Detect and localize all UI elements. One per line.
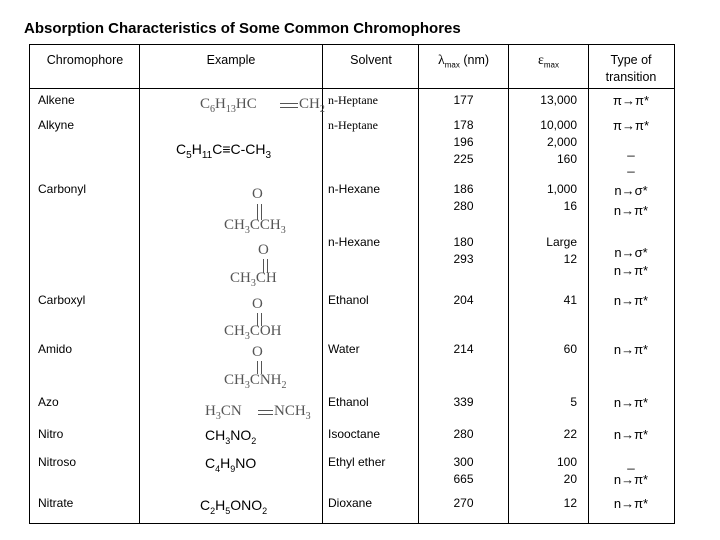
transition-value: n→π*: [613, 203, 649, 218]
header-example: Example: [206, 53, 256, 67]
chromophore-nitro: Nitro: [38, 427, 64, 441]
transition-value: _: [627, 158, 635, 173]
transition-value: n→π*: [613, 395, 649, 410]
epsilon-value: 5: [570, 395, 577, 409]
lambda-value: 186: [453, 182, 474, 196]
chromophore-alkyne: Alkyne: [38, 118, 75, 132]
header-epsilon-max: $\varepsilon_{max}$: [537, 53, 559, 70]
chromophore-carboxyl: Carboxyl: [38, 293, 86, 307]
solvent-value: n-Heptane: [328, 118, 378, 132]
lambda-value: 204: [453, 293, 474, 307]
transition-value: n→σ*: [614, 245, 648, 260]
lambda-value: 280: [453, 427, 474, 441]
column-divider: [322, 44, 323, 524]
table-frame: [29, 44, 675, 524]
transition-value: n→σ*: [614, 183, 648, 198]
chromophore-nitroso: Nitroso: [38, 455, 77, 469]
transition-value: n→π*: [613, 342, 649, 357]
transition-value: n→π*: [613, 496, 649, 511]
solvent-value: n-Hexane: [328, 235, 381, 249]
structure-alkyne: $C_5H_{11}C\equiv C-CH_3$: [176, 141, 272, 161]
epsilon-value: Large: [546, 235, 577, 249]
epsilon-value: 12: [563, 252, 577, 266]
structure-nitrosobutane: $C_4H_9NO$: [205, 455, 257, 474]
transition-value: _: [627, 142, 635, 157]
column-divider: [139, 44, 140, 524]
solvent-value: Ethyl ether: [328, 455, 386, 469]
column-divider: [418, 44, 419, 524]
lambda-value: 177: [453, 93, 474, 107]
epsilon-value: 60: [563, 342, 577, 356]
lambda-value: 293: [453, 252, 474, 266]
lambda-value: 178: [453, 118, 474, 132]
epsilon-value: 13,000: [540, 93, 577, 107]
transition-value: π→π*: [613, 118, 649, 133]
transition-value: n→π*: [613, 472, 649, 487]
epsilon-value: 22: [563, 427, 577, 441]
solvent-value: Water: [328, 342, 360, 356]
epsilon-value: 1,000: [546, 182, 577, 196]
chromophore-azo: Azo: [38, 395, 59, 409]
lambda-value: 339: [453, 395, 474, 409]
lambda-value: 225: [453, 152, 474, 166]
epsilon-value: 16: [563, 199, 577, 213]
header-chromophore: Chromophore: [46, 53, 124, 67]
transition-value: n→π*: [613, 427, 649, 442]
solvent-value: Ethanol: [328, 293, 369, 307]
chromophore-nitrate: Nitrate: [38, 496, 74, 510]
structure-ethyl-nitrate: $C_2H_5ONO_2$: [200, 497, 268, 516]
header-solvent: Solvent: [350, 53, 392, 67]
structure-nitromethane: $CH_3NO_2$: [205, 427, 257, 446]
solvent-value: Isooctane: [328, 427, 381, 441]
epsilon-value: 10,000: [540, 118, 577, 132]
lambda-value: 270: [453, 496, 474, 510]
solvent-value: n-Hexane: [328, 182, 381, 196]
header-transition-type: Type of transition: [605, 53, 657, 84]
lambda-value: 214: [453, 342, 474, 356]
solvent-value: Dioxane: [328, 496, 373, 510]
epsilon-value: 160: [556, 152, 577, 166]
column-divider: [588, 44, 589, 524]
lambda-value: 665: [453, 472, 474, 486]
transition-value: _: [627, 455, 635, 470]
epsilon-value: 20: [563, 472, 577, 486]
chromophore-amido: Amido: [38, 342, 73, 356]
chromophore-alkene: Alkene: [38, 93, 75, 107]
transition-value: n→π*: [613, 263, 649, 278]
lambda-value: 196: [453, 135, 474, 149]
lambda-value: 180: [453, 235, 474, 249]
lambda-value: 300: [453, 455, 474, 469]
transition-value: π→π*: [613, 93, 649, 108]
epsilon-value: 12: [563, 496, 577, 510]
header-divider: [29, 88, 675, 89]
epsilon-value: 2,000: [546, 135, 577, 149]
lambda-value: 280: [453, 199, 474, 213]
transition-value: n→π*: [613, 293, 649, 308]
solvent-value: Ethanol: [328, 395, 369, 409]
header-lambda-max: $\lambda_{max}$ (nm): [437, 53, 490, 70]
epsilon-value: 41: [563, 293, 577, 307]
epsilon-value: 100: [556, 455, 577, 469]
solvent-value: n-Heptane: [328, 93, 378, 107]
chromophore-carbonyl: Carbonyl: [38, 182, 87, 196]
column-divider: [508, 44, 509, 524]
page-title: Absorption Characteristics of Some Common Chromophores: [24, 20, 461, 37]
